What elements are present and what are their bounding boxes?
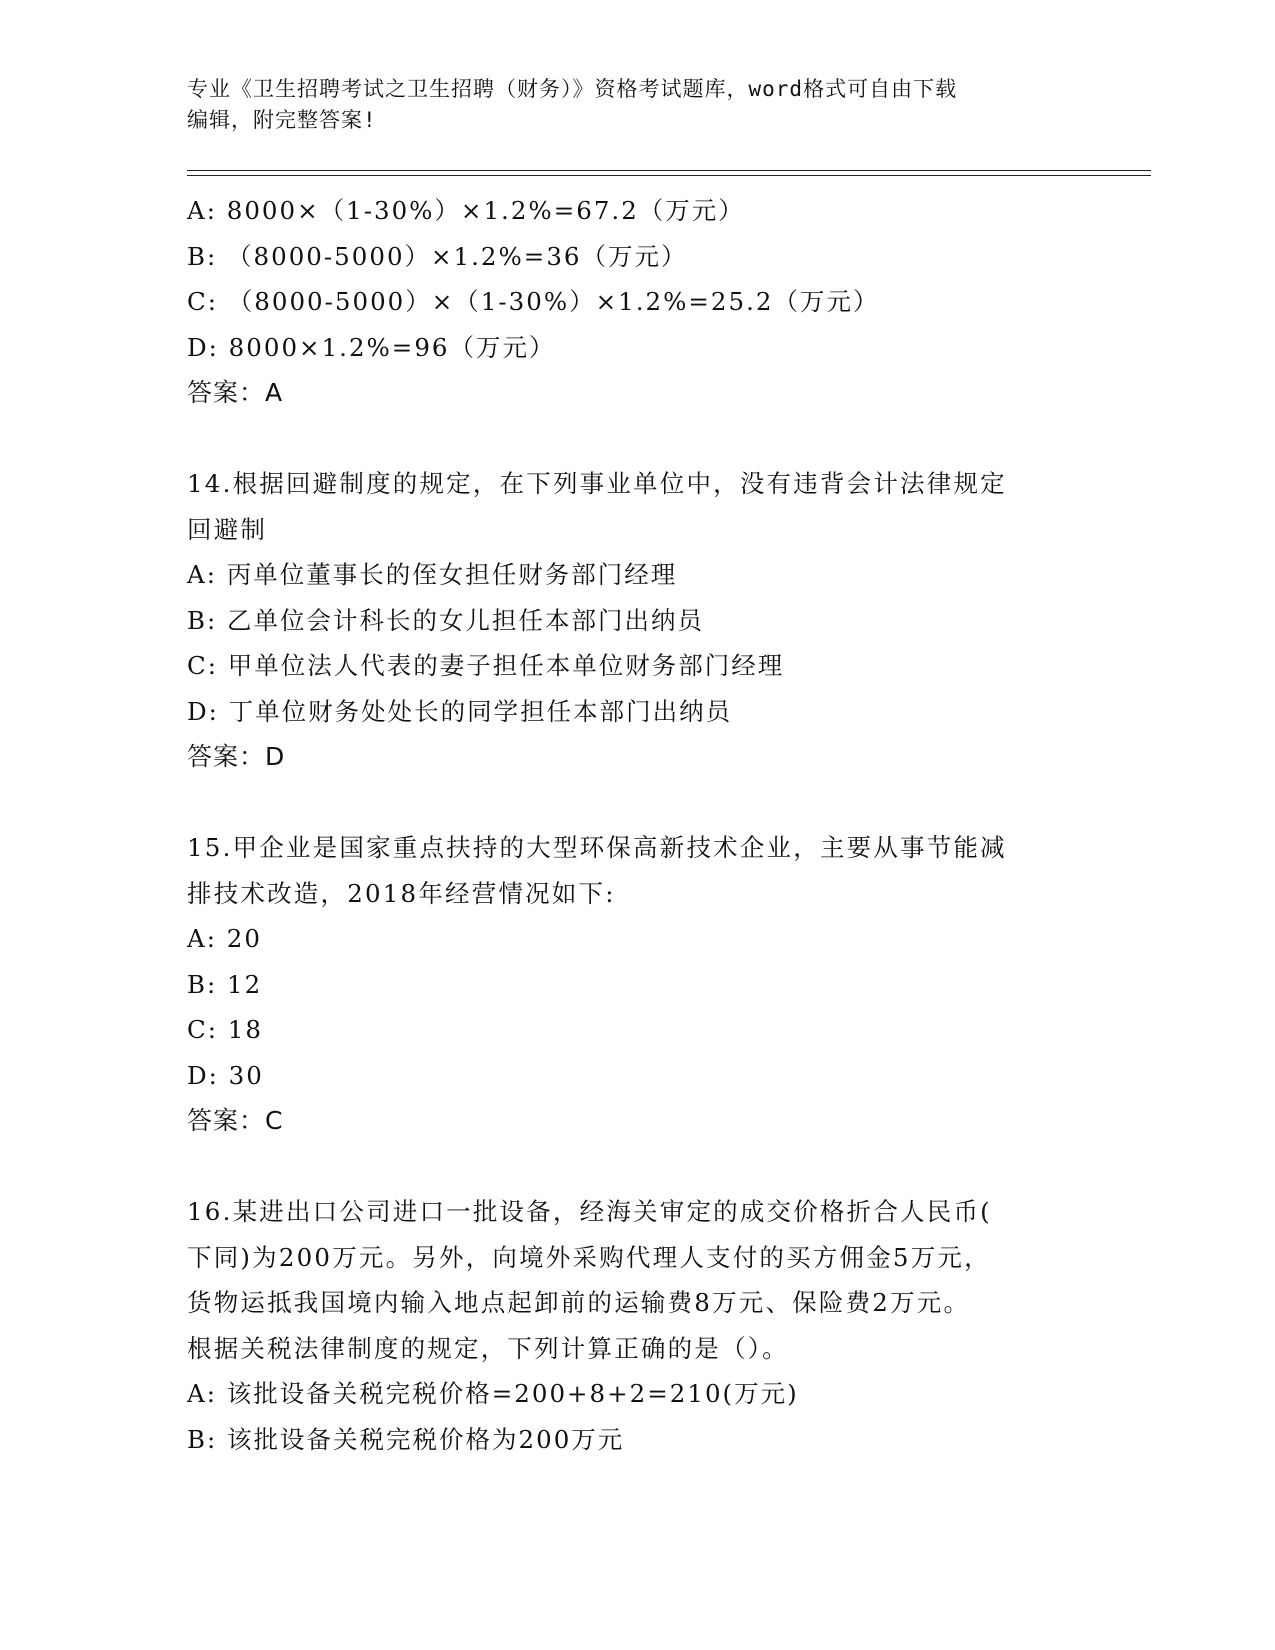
q14-option-a: A: 丙单位董事长的侄女担任财务部门经理 xyxy=(187,560,678,589)
q15-answer: 答案：C xyxy=(187,1106,284,1135)
q15-option-d: D: 30 xyxy=(187,1060,264,1090)
q14-option-c: C: 甲单位法人代表的妻子担任本单位财务部门经理 xyxy=(187,651,785,680)
q16-stem-line-2: 下同)为200万元。另外，向境外采购代理人支付的买方佣金5万元， xyxy=(187,1242,991,1272)
header-rule-bottom xyxy=(187,175,1151,176)
q14-answer: 答案：D xyxy=(187,742,286,771)
q16-option-a: A: 该批设备关税完税价格=200+8+2=210(万元) xyxy=(187,1379,799,1408)
header-line-2: 编辑，附完整答案! xyxy=(187,108,377,132)
q15-stem-line-2: 排技术改造，2018年经营情况如下: xyxy=(187,878,616,908)
q13-option-d: D: 8000×1.2%=96（万元） xyxy=(187,332,556,362)
q14-stem-line-1: 14.根据回避制度的规定，在下列事业单位中，没有违背会计法律规定 xyxy=(187,469,1007,498)
q14-stem-line-2: 回避制 xyxy=(187,514,268,544)
q16-stem-line-4: 根据关税法律制度的规定，下列计算正确的是（）。 xyxy=(187,1333,789,1363)
question-list xyxy=(187,188,1087,1462)
question-16 xyxy=(187,1189,1087,1462)
spacer xyxy=(187,780,1087,826)
q13-option-b: B: （8000-5000）×1.2%=36（万元） xyxy=(187,241,688,271)
q16-option-b: B: 该批设备关税完税价格为200万元 xyxy=(187,1424,625,1454)
q13-option-c: C: （8000-5000）×（1-30%）×1.2%=25.2（万元） xyxy=(187,287,880,316)
question-15 xyxy=(187,825,1087,1144)
q16-stem-line-3: 货物运抵我国境内输入地点起卸前的运输费8万元、保险费2万元。 xyxy=(187,1288,971,1317)
q15-stem-line-1: 15.甲企业是国家重点扶持的大型环保高新技术企业，主要从事节能减 xyxy=(187,833,1007,862)
document-header xyxy=(187,74,1067,136)
spacer xyxy=(187,416,1087,462)
question-13 xyxy=(187,188,1087,416)
q15-option-c: C: 18 xyxy=(187,1015,263,1044)
question-14 xyxy=(187,461,1087,780)
q14-option-b: B: 乙单位会计科长的女儿担任本部门出纳员 xyxy=(187,605,705,635)
q16-stem-line-1: 16.某进出口公司进口一批设备，经海关审定的成交价格折合人民币( xyxy=(187,1197,992,1226)
header-line-1: 专业《卫生招聘考试之卫生招聘（财务）》资格考试题库，word格式可自由下载 xyxy=(187,77,958,101)
q13-answer: 答案：A xyxy=(187,378,284,407)
header-rule-top xyxy=(187,170,1151,171)
q14-option-d: D: 丁单位财务处处长的同学担任本部门出纳员 xyxy=(187,696,733,726)
q15-option-a: A: 20 xyxy=(187,924,262,953)
q13-option-a: A: 8000×（1-30%）×1.2%=67.2（万元） xyxy=(187,196,745,225)
spacer xyxy=(187,1144,1087,1190)
q15-option-b: B: 12 xyxy=(187,969,263,999)
